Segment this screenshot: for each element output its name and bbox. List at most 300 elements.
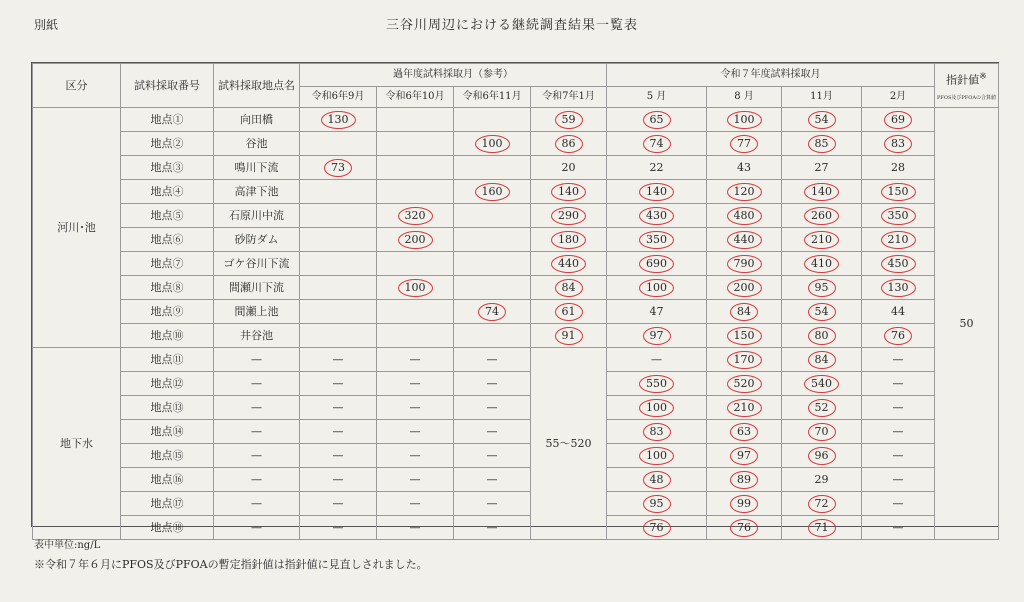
header-month: 令和7年1月 [531,87,607,108]
sample-no-cell: 地点⑯ [121,468,214,492]
value-text: — [892,400,904,414]
value-cell [862,276,935,300]
value-cell [531,252,607,276]
circled-value: 76 [730,519,758,537]
value-text: — [486,472,498,486]
value-cell [377,300,454,324]
circled-value: 140 [804,183,839,201]
value-text: 47 [649,304,664,318]
sample-name-cell: — [214,444,300,468]
circled-value: 200 [398,231,433,249]
value-cell [300,420,377,444]
value-cell [377,228,454,252]
circled-value: 100 [639,447,674,465]
sample-name-cell: — [214,468,300,492]
value-cell [300,156,377,180]
value-cell [862,300,935,324]
value-cell [862,468,935,492]
circled-value: 410 [804,255,839,273]
value-cell [377,180,454,204]
sample-no-cell: 地点① [121,108,214,132]
value-cell [607,132,707,156]
value-text: — [409,472,421,486]
circled-value: 72 [808,495,836,513]
value-cell [607,300,707,324]
sample-name-cell: 間瀬川下流 [214,276,300,300]
sample-no-cell: 地点⑧ [121,276,214,300]
value-cell [300,300,377,324]
circled-value: 210 [881,231,916,249]
circled-value: 73 [324,159,352,177]
value-cell [454,468,531,492]
value-cell [531,276,607,300]
document-title: 三谷川周辺における継続調査結果一覧表 [385,18,638,33]
value-cell [377,132,454,156]
value-cell [782,468,862,492]
value-cell [607,348,707,372]
header-month: 2月 [862,87,935,108]
value-text: — [332,376,344,390]
sample-no-cell: 地点⑫ [121,372,214,396]
sample-name-cell: — [214,420,300,444]
value-cell [300,180,377,204]
value-cell [454,396,531,420]
value-cell [377,276,454,300]
value-cell [707,180,782,204]
header-row-1 [33,64,999,87]
circled-value: 63 [730,423,758,441]
sample-no-cell: 地点⑭ [121,420,214,444]
value-cell [607,444,707,468]
value-text: — [409,520,421,534]
corner-label: 別紙 [34,18,59,32]
value-text: — [332,400,344,414]
circled-value: 440 [551,255,586,273]
sample-name-cell: 井谷池 [214,324,300,348]
table-row [33,252,999,276]
value-text: — [332,424,344,438]
value-cell [454,252,531,276]
circled-value: 99 [730,495,758,513]
value-text: — [892,376,904,390]
value-text: — [332,496,344,510]
value-cell [862,444,935,468]
circled-value: 74 [478,303,506,321]
sample-name-cell: 向田橋 [214,108,300,132]
value-cell [454,228,531,252]
value-cell [377,156,454,180]
value-text: — [409,496,421,510]
value-cell [531,300,607,324]
value-cell [300,204,377,228]
value-cell [607,228,707,252]
circled-value: 59 [555,111,583,129]
value-cell [782,228,862,252]
value-cell [607,324,707,348]
value-cell [377,348,454,372]
value-cell [300,108,377,132]
table-row [33,156,999,180]
division-river: 河川･池 [33,108,121,348]
sample-no-cell: 地点⑩ [121,324,214,348]
circled-value: 48 [643,471,671,489]
circled-value: 440 [727,231,762,249]
value-cell [707,108,782,132]
value-cell [377,516,454,540]
value-text: — [892,496,904,510]
sample-no-cell: 地点② [121,132,214,156]
value-cell [607,468,707,492]
value-text: — [486,400,498,414]
sample-name-cell: 砂防ダム [214,228,300,252]
value-cell [707,228,782,252]
circled-value: 130 [321,111,356,129]
circled-value: 74 [643,135,671,153]
value-cell [454,492,531,516]
value-cell [707,204,782,228]
circled-value: 95 [643,495,671,513]
value-cell [607,372,707,396]
circled-value: 69 [884,111,912,129]
circled-value: 170 [727,351,762,369]
table-row [33,396,999,420]
value-cell [707,324,782,348]
sample-no-cell: 地点⑱ [121,516,214,540]
value-cell [531,156,607,180]
value-cell [782,492,862,516]
value-cell [707,444,782,468]
sample-name-cell: 谷池 [214,132,300,156]
value-text: — [486,496,498,510]
results-table-frame [31,62,999,534]
circled-value: 100 [639,279,674,297]
value-text: 44 [891,304,905,318]
circled-value: 320 [398,207,433,225]
value-cell [782,516,862,540]
value-cell [377,324,454,348]
circled-value: 350 [639,231,674,249]
circled-value: 61 [555,303,583,321]
value-text: 29 [814,472,829,486]
sample-name-cell: ゴケ谷川下流 [214,252,300,276]
value-cell [531,132,607,156]
results-table [32,63,999,540]
value-text: — [332,472,344,486]
circled-value: 450 [881,255,916,273]
value-text: — [892,520,904,534]
value-text: — [332,520,344,534]
table-row [33,468,999,492]
circled-value: 100 [639,399,674,417]
circled-value: 76 [884,327,912,345]
value-cell [454,132,531,156]
table-row [33,228,999,252]
value-cell [300,444,377,468]
value-cell [862,516,935,540]
value-cell [300,132,377,156]
value-cell [454,108,531,132]
circled-value: 97 [730,447,758,465]
value-text: — [651,352,662,366]
circled-value: 210 [804,231,839,249]
value-cell [862,348,935,372]
value-cell [454,444,531,468]
header-guideline [935,64,999,108]
circled-value: 86 [555,135,583,153]
footnote: ※令和７年６月にPFOS及びPFOAの暫定指針値は指針値に見直しされました。 [34,558,428,571]
table-row [33,492,999,516]
circled-value: 96 [808,447,836,465]
circled-value: 84 [730,303,758,321]
value-text: — [409,352,421,366]
value-cell [862,228,935,252]
value-cell [782,252,862,276]
sample-name-cell: — [214,516,300,540]
circled-value: 140 [551,183,586,201]
value-cell [707,132,782,156]
table-row [33,108,999,132]
value-cell [377,396,454,420]
header-month: 11月 [782,87,862,108]
value-cell [377,420,454,444]
circled-value: 95 [808,279,836,297]
value-cell [782,300,862,324]
circled-value: 70 [808,423,836,441]
circled-value: 550 [639,375,674,393]
circled-value: 97 [643,327,671,345]
circled-value: 150 [881,183,916,201]
sample-name-cell: 鳴川下流 [214,156,300,180]
circled-value: 120 [727,183,762,201]
circled-value: 350 [881,207,916,225]
value-text: 43 [737,160,751,174]
value-cell [782,324,862,348]
header-sample-name: 試料採取地点名 [214,64,300,108]
guideline-label: 指針値 [946,73,980,87]
value-text: — [486,520,498,534]
value-cell [707,516,782,540]
value-cell [862,108,935,132]
value-text: — [409,376,421,390]
value-text: — [892,424,904,438]
value-cell [531,180,607,204]
value-cell [454,156,531,180]
unit-note: 表中単位:ng/L [34,540,101,551]
circled-value: 65 [643,111,671,129]
value-cell [607,276,707,300]
value-cell [607,108,707,132]
value-cell [607,516,707,540]
circled-value: 76 [643,519,671,537]
groundwater-jan-cell: 55～520 [531,348,607,540]
table-row [33,300,999,324]
value-cell [862,372,935,396]
header-division: 区分 [33,64,121,108]
value-cell [707,348,782,372]
value-cell [454,180,531,204]
value-cell [300,492,377,516]
header-month: 8 月 [707,87,782,108]
circled-value: 160 [475,183,510,201]
circled-value: 790 [727,255,762,273]
value-cell [377,252,454,276]
value-cell [862,420,935,444]
value-cell [862,324,935,348]
header-past-group: 過年度試料採取月（参考） [300,64,607,87]
value-cell [862,252,935,276]
sample-name-cell: — [214,396,300,420]
value-text: 28 [891,160,905,174]
value-cell [300,348,377,372]
circled-value: 100 [727,111,762,129]
value-text: — [486,376,498,390]
circled-value: 84 [808,351,836,369]
table-row [33,516,999,540]
sample-name-cell: — [214,372,300,396]
value-cell [707,372,782,396]
value-cell [377,444,454,468]
value-cell [607,396,707,420]
circled-value: 150 [727,327,762,345]
value-cell [607,204,707,228]
value-text: — [892,352,904,366]
table-row [33,348,999,372]
circled-value: 71 [808,519,836,537]
guideline-value-cell: 50 [935,108,999,540]
value-text: — [892,448,904,462]
circled-value: 200 [727,279,762,297]
circled-value: 91 [555,327,583,345]
table-row [33,180,999,204]
value-cell [531,108,607,132]
sample-no-cell: 地点④ [121,180,214,204]
circled-value: 430 [639,207,674,225]
sample-name-cell: 間瀬上池 [214,300,300,324]
value-cell [454,516,531,540]
value-cell [377,108,454,132]
value-text: — [409,400,421,414]
value-cell [531,324,607,348]
value-cell [454,324,531,348]
circled-value: 83 [884,135,912,153]
value-cell [862,492,935,516]
value-cell [377,372,454,396]
circled-value: 290 [551,207,586,225]
value-cell [454,348,531,372]
value-cell [862,132,935,156]
circled-value: 130 [881,279,916,297]
table-row [33,444,999,468]
value-text: — [486,424,498,438]
table-row [33,204,999,228]
value-cell [707,156,782,180]
header-month: 令和6年9月 [300,87,377,108]
sample-name-cell: — [214,492,300,516]
value-cell [782,372,862,396]
value-cell [707,492,782,516]
value-text: — [332,352,344,366]
circled-value: 80 [808,327,836,345]
circled-value: 260 [804,207,839,225]
header-month: 令和6年10月 [377,87,454,108]
circled-value: 480 [727,207,762,225]
circled-value: 54 [808,111,836,129]
value-text: — [892,472,904,486]
value-cell [531,228,607,252]
value-cell [300,516,377,540]
circled-value: 77 [730,135,758,153]
value-cell [454,204,531,228]
value-cell [707,468,782,492]
header-r7-group: 令和７年度試料採取月 [607,64,935,87]
value-cell [782,156,862,180]
value-cell [377,204,454,228]
value-cell [707,252,782,276]
sample-no-cell: 地点⑥ [121,228,214,252]
results-table-body [33,64,999,540]
circled-value: 52 [808,399,836,417]
value-cell [300,396,377,420]
circled-value: 83 [643,423,671,441]
circled-value: 180 [551,231,586,249]
table-row [33,372,999,396]
sample-no-cell: 地点⑪ [121,348,214,372]
value-cell [454,276,531,300]
sample-no-cell: 地点⑰ [121,492,214,516]
value-cell [862,156,935,180]
value-cell [607,420,707,444]
value-cell [377,492,454,516]
header-month: 5 月 [607,87,707,108]
division-groundwater: 地下水 [33,348,121,540]
value-cell [707,300,782,324]
value-cell [607,492,707,516]
value-cell [300,228,377,252]
value-cell [782,276,862,300]
guideline-mark: ※ [979,71,987,83]
sample-name-cell: — [214,348,300,372]
circled-value: 100 [475,135,510,153]
value-cell [782,396,862,420]
value-cell [377,468,454,492]
value-cell [862,180,935,204]
sample-no-cell: 地点③ [121,156,214,180]
value-cell [454,420,531,444]
value-text: 22 [649,160,664,174]
value-cell [782,204,862,228]
circled-value: 210 [727,399,762,417]
value-cell [300,324,377,348]
value-cell [782,108,862,132]
value-cell [454,372,531,396]
value-cell [607,156,707,180]
value-text: 27 [814,160,829,174]
value-text: — [409,448,421,462]
circled-value: 54 [808,303,836,321]
value-cell [782,348,862,372]
value-cell [782,444,862,468]
circled-value: 690 [639,255,674,273]
circled-value: 85 [808,135,836,153]
sample-no-cell: 地点⑮ [121,444,214,468]
sample-no-cell: 地点⑬ [121,396,214,420]
value-cell [782,420,862,444]
header-sample-no: 試料採取番号 [121,64,214,108]
value-cell [782,132,862,156]
value-cell [300,372,377,396]
value-cell [707,276,782,300]
value-cell [607,252,707,276]
